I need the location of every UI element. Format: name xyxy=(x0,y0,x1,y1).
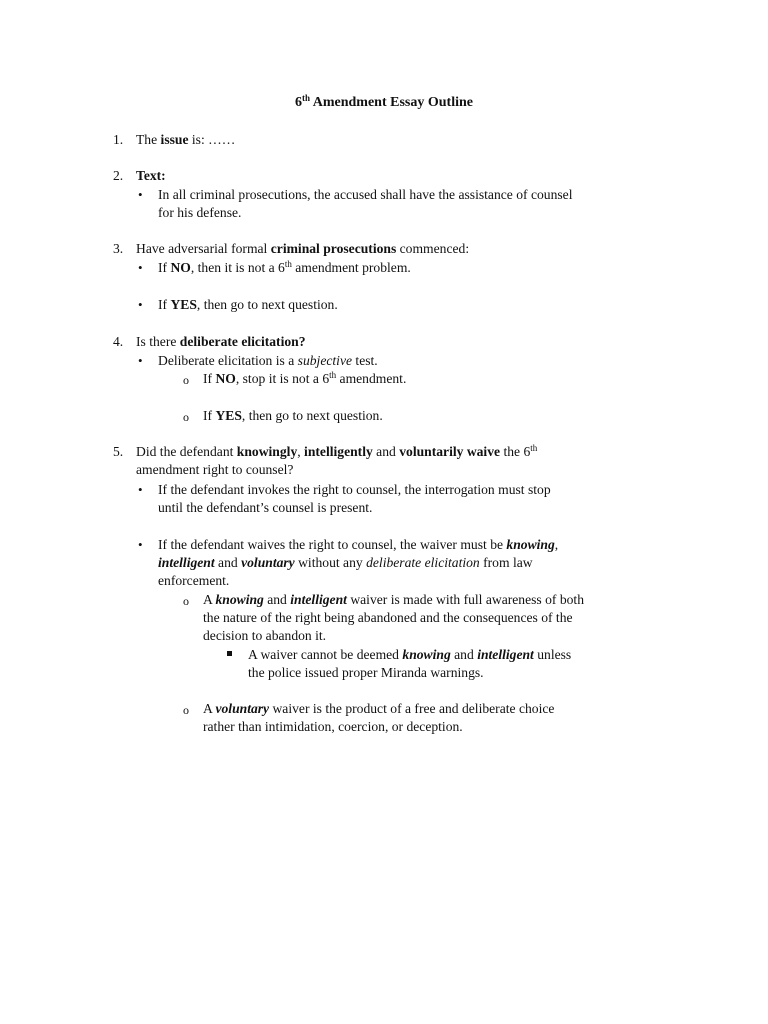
circle-bullet-icon: o xyxy=(183,703,189,717)
bullet-text: If NO, then it is not a 6th amendment problem. xyxy=(158,259,411,275)
bullet-text: until the defendant’s counsel is present. xyxy=(158,500,373,515)
sub-bullet-text: the nature of the right being abandoned and the consequences of the xyxy=(203,610,573,625)
sub-bullet-text: If NO, stop it is not a 6th amendment. xyxy=(203,370,407,386)
bullet-icon: • xyxy=(138,260,143,275)
item-waiver-question-cont: amendment right to counsel? xyxy=(136,462,294,477)
circle-bullet-icon: o xyxy=(183,373,189,387)
sub-sub-bullet-text: A waiver cannot be deemed knowing and intelligent unless xyxy=(248,647,572,662)
sub-bullet-text: rather than intimidation, coercion, or deception. xyxy=(203,719,463,734)
page-title: 6th Amendment Essay Outline xyxy=(295,93,473,110)
square-bullet-icon xyxy=(227,651,232,656)
bullet-icon: • xyxy=(138,353,143,368)
bullet-text: Deliberate elicitation is a subjective test. xyxy=(158,353,378,368)
item-criminal-prosecutions: Have adversarial formal criminal prosecutions commenced: xyxy=(136,241,470,256)
sub-sub-bullet-text: the police issued proper Miranda warnings. xyxy=(248,665,484,680)
item-number: 2. xyxy=(113,168,124,183)
sub-bullet-text: A voluntary waiver is the product of a free and deliberate choice xyxy=(203,701,555,716)
bullet-text: for his defense. xyxy=(158,205,242,220)
circle-bullet-icon: o xyxy=(183,410,189,424)
bullet-text: If the defendant waives the right to counsel, the waiver must be knowing, xyxy=(158,537,559,552)
item-number: 3. xyxy=(113,241,124,256)
bullet-icon: • xyxy=(138,482,143,497)
item-number: 5. xyxy=(113,444,124,459)
bullet-icon: • xyxy=(138,537,143,552)
item-deliberate-elicitation: Is there deliberate elicitation? xyxy=(136,334,306,349)
sub-bullet-text: A knowing and intelligent waiver is made with full awareness of both xyxy=(203,592,584,607)
bullet-icon: • xyxy=(138,297,143,312)
bullet-text: If the defendant invokes the right to counsel, the interrogation must stop xyxy=(158,482,551,497)
bullet-text: enforcement. xyxy=(158,573,230,588)
bullet-icon: • xyxy=(138,187,143,202)
sub-bullet-text: If YES, then go to next question. xyxy=(203,408,383,423)
bullet-text: intelligent and voluntary without any deliberate elicitation from law xyxy=(158,555,533,570)
bullet-text: If YES, then go to next question. xyxy=(158,297,338,312)
item-number: 1. xyxy=(113,132,124,147)
item-text-label: Text: xyxy=(136,168,166,183)
circle-bullet-icon: o xyxy=(183,594,189,608)
bullet-text: In all criminal prosecutions, the accused shall have the assistance of counsel xyxy=(158,187,573,202)
item-waiver-question: Did the defendant knowingly, intelligently and voluntarily waive the 6th xyxy=(136,443,538,459)
item-issue: The issue is: …… xyxy=(136,132,236,147)
sub-bullet-text: decision to abandon it. xyxy=(203,628,327,643)
item-number: 4. xyxy=(113,334,124,349)
